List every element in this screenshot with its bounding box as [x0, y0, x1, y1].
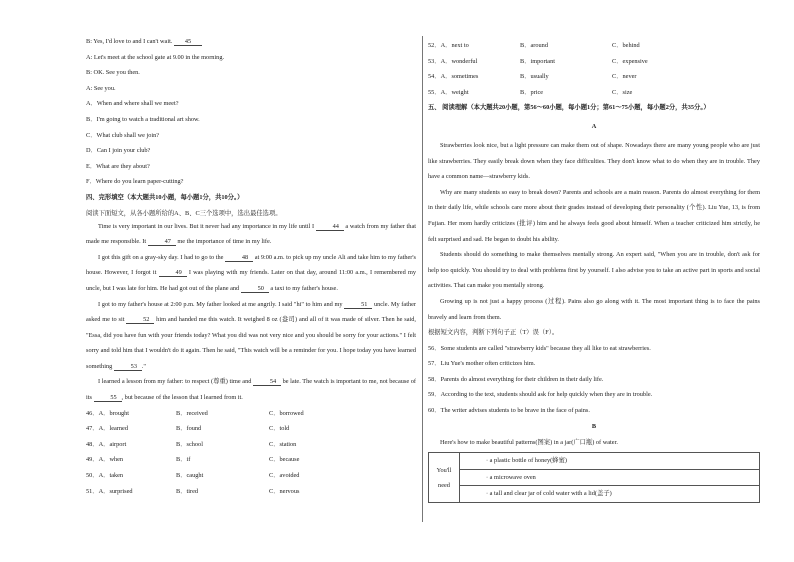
dialogue-line: B: OK. See you then.: [86, 69, 140, 77]
section-title-reading: 五、 阅读理解（本大题共20小题，第56～60小题，每小题1分；第61～75小题，每小题2分，共35分。）: [428, 104, 710, 112]
option-row-48: 48．A．airport B．school C．station: [86, 440, 297, 448]
materials-label: You'll need: [429, 453, 460, 503]
tf-statement-57: 57．Liu Yue's mother often criticizes him.: [428, 360, 536, 368]
dialogue-line: B: Yes, I'd love to and I can't wait. 45: [86, 38, 416, 46]
choice-option: D．Can I join your club?: [86, 147, 151, 155]
option-row-51: 51．A．surprised B．tired C．nervous: [86, 487, 300, 495]
blank-50[interactable]: 50: [241, 285, 269, 293]
passage-a-paragraph: Why are many students so easy to break down? Parents and schools are a main reason. Parents do almost everything for them in their daily life, while schools care more about their grades instead of developing their personality (个性). Liu Yue, 13, is from Fujian. Her mom hardly criticizes (批评) him and he always feels good about himself. When a teacher criticized him strictly, he felt surprised and sad. He began to doubt his ability.: [428, 188, 760, 243]
column-divider: [422, 36, 423, 522]
blank-44[interactable]: 44: [316, 223, 344, 231]
passage-a-paragraph: Growing up is not just a happy process (过程). Pains also go along with it. The most important thing is to face the pains bravely and learn from them.: [428, 297, 760, 321]
choice-option: A．When and where shall we meet?: [86, 100, 179, 108]
materials-table: [428, 452, 760, 503]
blank-53[interactable]: 53: [114, 363, 142, 371]
blank-55[interactable]: 55: [94, 394, 122, 402]
cloze-instruction: 阅读下面短文，从各小题所给的A、B、C三个选项中，选出最佳选项。: [86, 209, 282, 217]
dialogue-line: A: Let's meet at the school gate at 9.00 in the morning.: [86, 53, 225, 61]
option-row-54: 54．A．sometimes B．usually C．never: [428, 73, 637, 81]
dialogue-line: A: See you.: [86, 84, 116, 92]
choice-option: E．What are they about?: [86, 162, 150, 170]
tf-statement-59: 59．According to the text, students should ask for help quickly when they are in trouble.: [428, 391, 653, 399]
cloze-paragraph-2: I got this gift on a gray-sky day. I had to go to the 48 at 9:00 a.m. to pick up my uncle Ali and take him to my father's house. However, I forgot it 49 I was playing with my friends. Later on that day, around 11:00 a.m., I remembered my uncle, but I was late for him. He had got out of the plane and 50 a taxi to my father's house.: [86, 253, 416, 292]
material-item: · a tall and clear jar of cold water with a lid(盖子): [460, 486, 760, 503]
option-row-52: 52．A．next to B．around C．behind: [428, 42, 640, 49]
cloze-paragraph-1: Time is very important in our lives. But it never had any importance in my life until I 44 a watch from my father that made me responsible. It 47 me the importance of time in my life.: [86, 222, 416, 246]
option-row-49: 49．A．when B．if C．because: [86, 456, 300, 464]
blank-52[interactable]: 52: [126, 316, 154, 324]
passage-a-paragraph: Students should do something to make themselves mentally strong. An expert said, "When you are in trouble, don't ask for help too quickly. You should try to deal with problems first by yourself. I also advise you to take an active part in sports and social activities. That can make you mentally strong.: [428, 251, 760, 290]
passage-b-label: B: [591, 422, 597, 430]
option-row-47: 47．A．learned B．found C．told: [86, 425, 290, 433]
choice-option: F．Where do you learn paper-cutting?: [86, 178, 184, 186]
right-column: [428, 38, 760, 503]
option-row-46: 46．A．brought B．received C．borrowed: [86, 409, 304, 417]
blank-48[interactable]: 48: [225, 254, 253, 262]
cloze-options: [86, 406, 416, 500]
material-item: · a microwave oven: [460, 469, 760, 486]
blank-45[interactable]: 45: [174, 38, 202, 46]
material-item: · a plastic bottle of honey(蜂蜜): [460, 453, 760, 470]
choice-option: C．What club shall we join?: [86, 131, 160, 139]
section-title-cloze: 四、完形填空（本大题共10小题，每小题1分，共10分。）: [86, 193, 244, 201]
tf-instruction: 根据短文内容，判断下列句子正（T）误（F）。: [428, 329, 559, 337]
tf-statement-58: 58．Parents do almost everything for their children in their daily life.: [428, 375, 604, 383]
passage-a-paragraph: Strawberries look nice, but a light pressure can make them out of shape. Nowadays there are many young people who are just like strawberries. They easily break down when they face difficulties. They don't know what to do when they are in trouble. They have a common name—strawberry kids.: [428, 141, 760, 181]
cloze-paragraph-4: I learned a lesson from my father: to respect (尊重) time and 54 be late. The watch is important to me, not because of its 55 , but because of the lesson that I learned from it.: [86, 378, 416, 402]
blank-51[interactable]: 51: [344, 301, 372, 309]
passage-b-intro: Here's how to make beautiful patterns(图案) in a jar(广口瓶) of water.: [440, 438, 618, 446]
passage-a-label: A: [591, 122, 597, 130]
tf-statement-56: 56．Some students are called "strawberry kids" because they all like to eat strawberries.: [428, 344, 651, 352]
left-column: [86, 38, 416, 499]
option-row-50: 50．A．taken B．caught C．avoided: [86, 472, 300, 480]
choice-option: B．I'm going to watch a traditional art show.: [86, 115, 200, 123]
option-row-55: 55．A．weight B．price C．size: [428, 88, 633, 96]
blank-47[interactable]: 47: [148, 238, 176, 246]
blank-49[interactable]: 49: [159, 269, 187, 277]
option-row-53: 53．A．wonderful B．important C．expensive: [428, 57, 648, 65]
blank-54[interactable]: 54: [253, 378, 281, 386]
cloze-paragraph-3: I got to my father's house at 2:00 p.m. My father looked at me angrily. I said "hi" to him and my 51 uncle. My father asked me to sit 52 him and handed me this watch. It weighed 8 oz (盎司) and all of it was made of silver. Then he said, "Essa, did you have fun with your friends today? What you did was not very nice and you should be sorry for your actions." I felt sorry and told him that I wouldn't do it again. Then he said, "This watch will be a reminder for you. I hope today you have learned something 53 .": [86, 300, 417, 370]
tf-statement-60: 60．The writer advises students to be brave in the face of pains.: [428, 407, 590, 415]
